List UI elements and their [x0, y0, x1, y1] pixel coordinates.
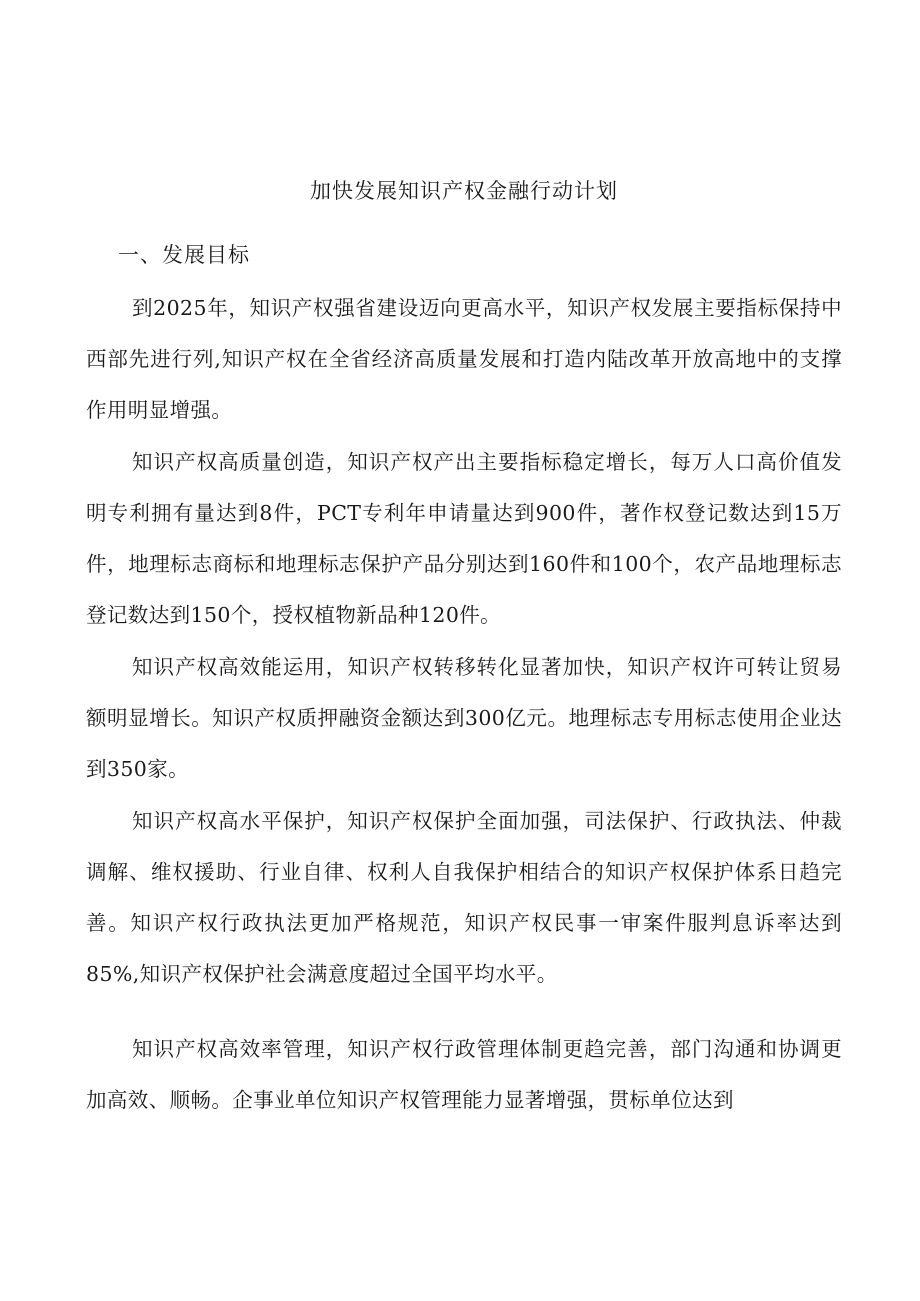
paragraph-5: 知识产权高效率管理，知识产权行政管理体制更趋完善，部门沟通和协调更加高效、顺畅。企事业单位知识产权管理能力显著增强，贯标单位达到	[86, 1037, 842, 1112]
paragraph-1: 到2025年，知识产权强省建设迈向更高水平，知识产权发展主要指标保持中西部先进行列,知识产权在全省经济高质量发展和打造内陆改革开放高地中的支撑作用明显增强。	[86, 296, 842, 422]
paragraph-4: 知识产权高水平保护，知识产权保护全面加强，司法保护、行政执法、仲裁调解、维权援助、行业自律、权利人自我保护相结合的知识产权保护体系日趋完善。知识产权行政执法更加严格规范，知识产权民事一审案件服判息诉率达到85%,知识产权保护社会满意度超过全国平均水平。	[86, 809, 842, 986]
paragraph-2: 知识产权高质量创造，知识产权产出主要指标稳定增长，每万人口高价值发明专利拥有量达到8件，PCT专利年申请量达到900件，著作权登记数达到15万件，地理标志商标和地理标志保护产品分别达到160件和100个，农产品地理标志登记数达到150个，授权植物新品种120件。	[86, 450, 842, 627]
document-title: 加快发展知识产权金融行动计划	[310, 179, 618, 203]
paragraph-3: 知识产权高效能运用，知识产权转移转化显著加快，知识产权许可转让贸易额明显增长。知识产权质押融资金额达到300亿元。地理标志专用标志使用企业达到350家。	[86, 655, 842, 781]
section-heading: 一、发展目标	[118, 243, 250, 267]
